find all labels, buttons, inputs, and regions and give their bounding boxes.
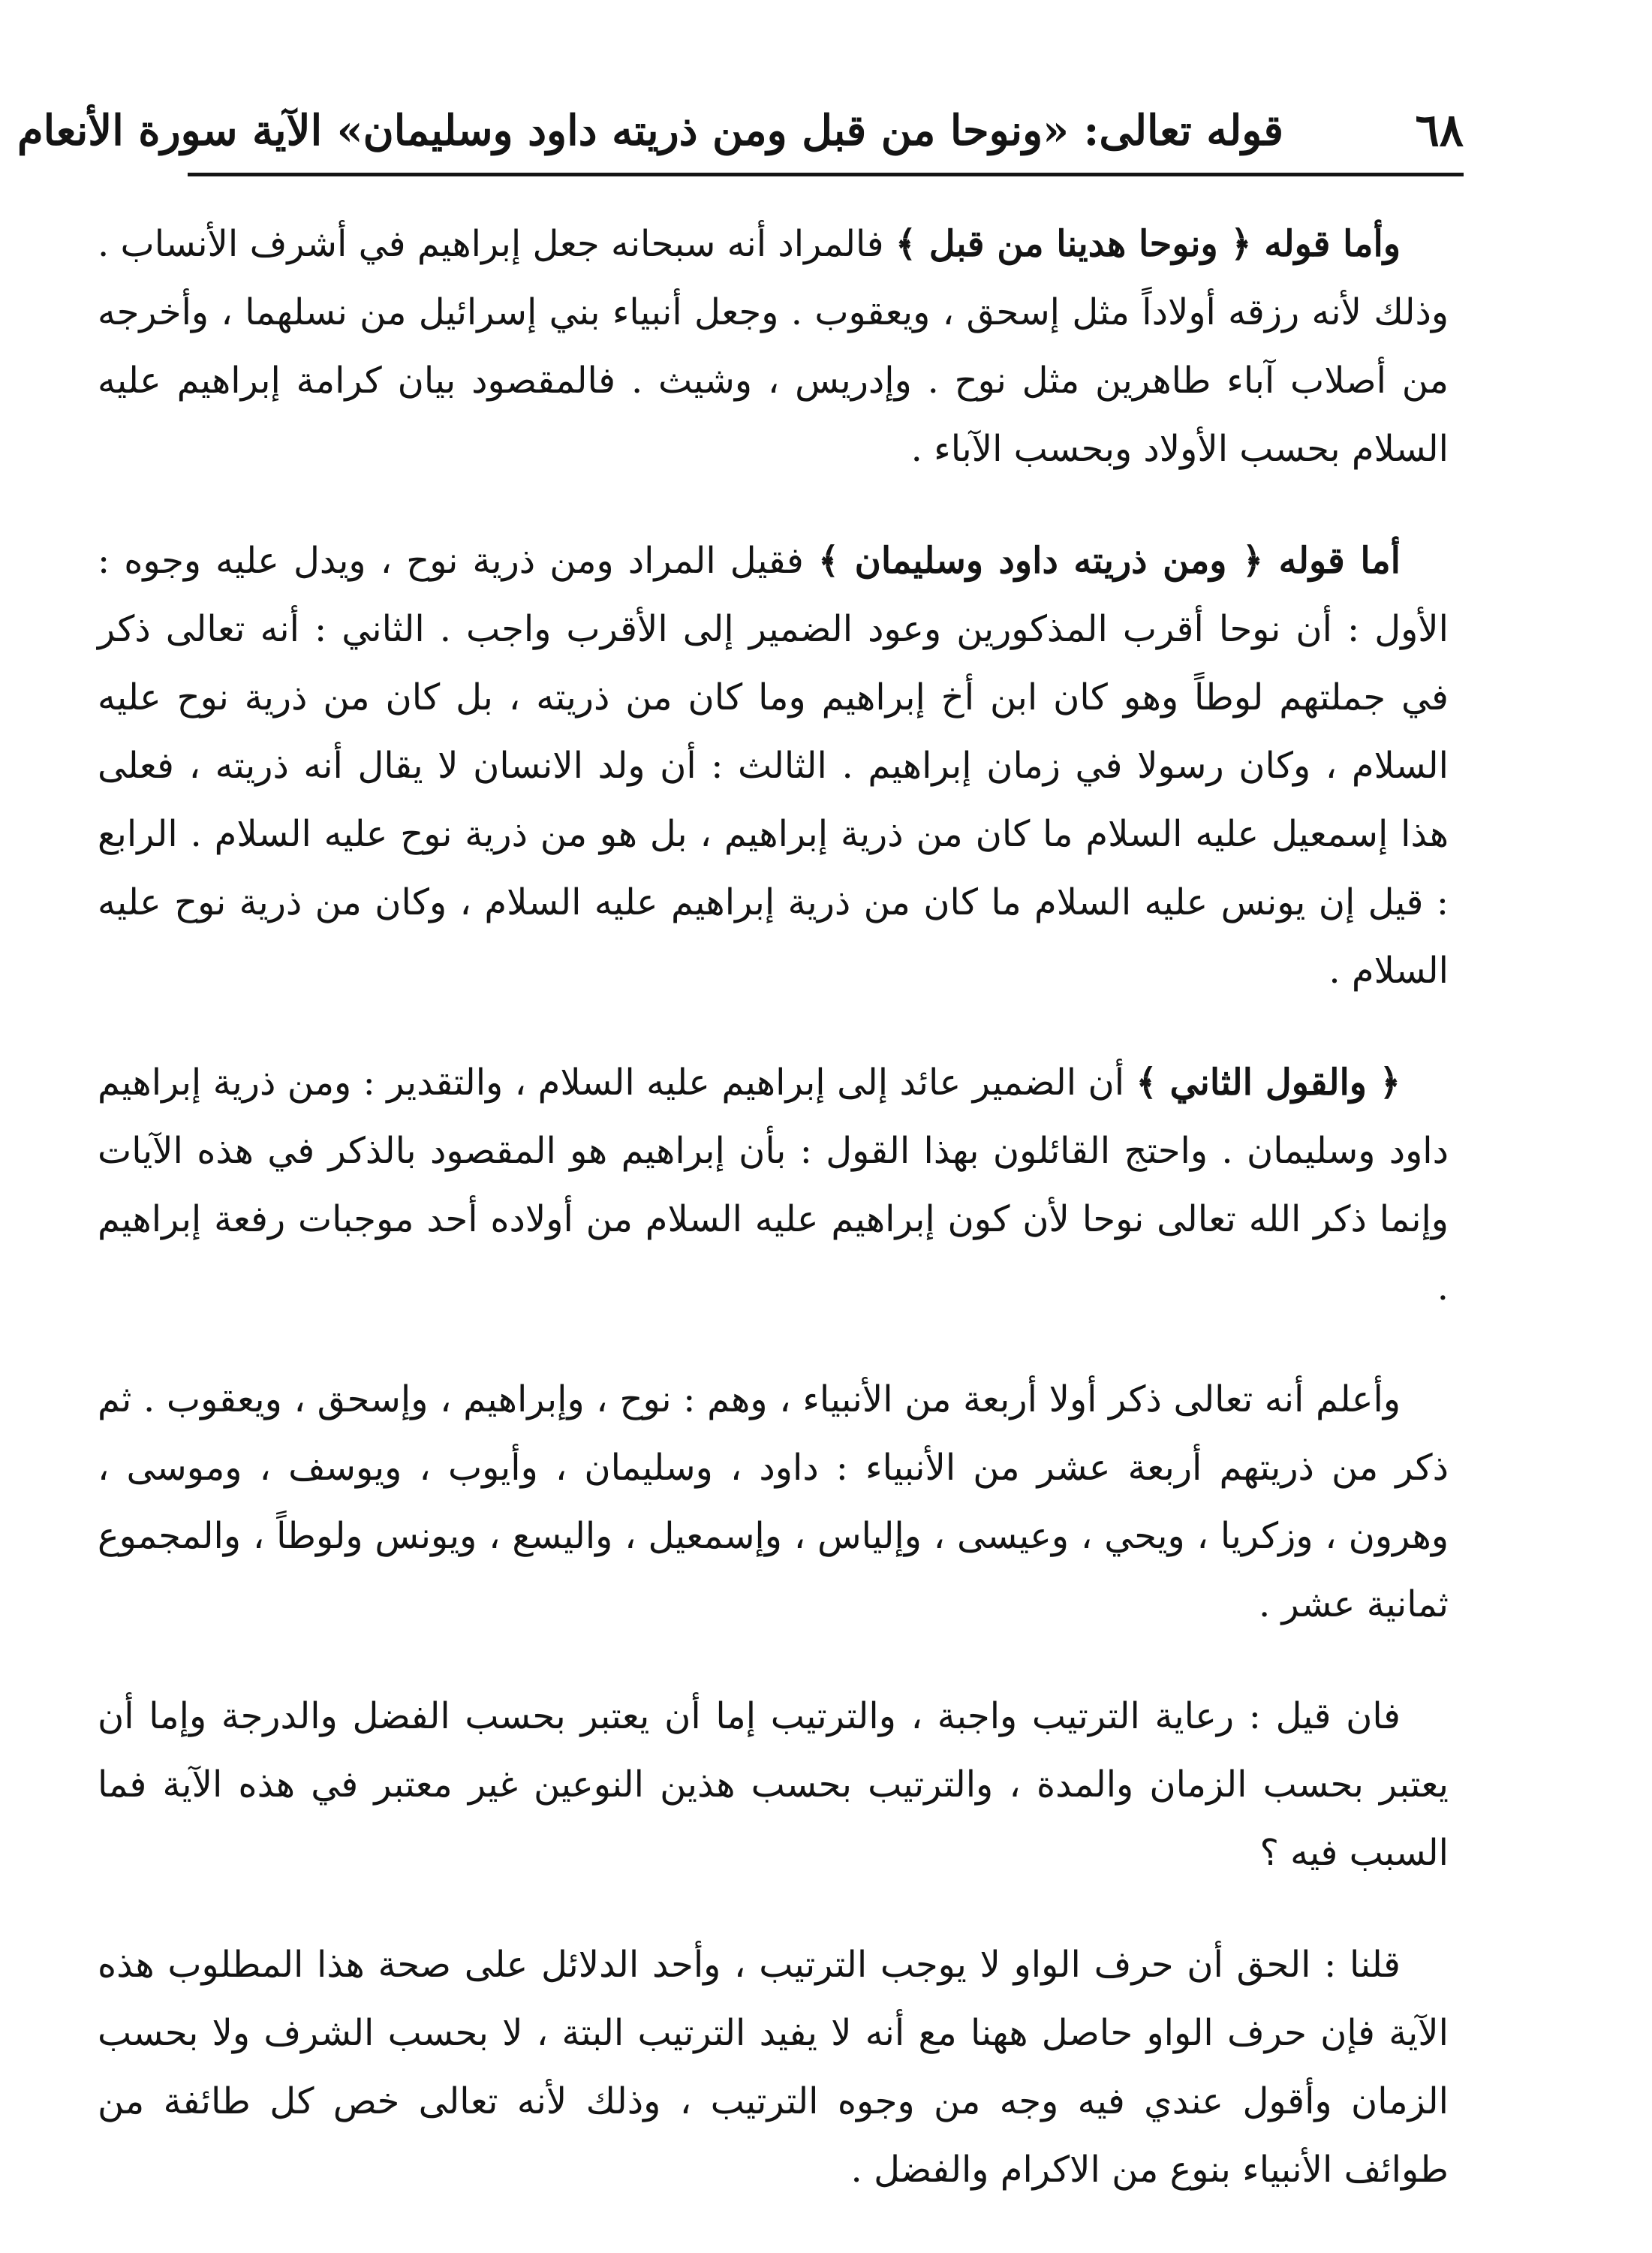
- page-header: [17, 90, 1464, 180]
- paragraph-2-text: فقيل المراد ومن ذرية نوح ، ويدل عليه وجوه : الأول : أن نوحا أقرب المذكورين وعود الضمير إلى الأقرب واجب . الثاني : أنه تعالى ذكر في جملتهم لوطاً وهو كان ابن أخ إبراهيم وما كان من ذريته ، بل كان من ذرية نوح عليه السلام ، وكان رسولا في زمان إبراهيم . الثالث : أن ولد الانسان لا يقال أنه ذريته ، فعلى هذا إسمعيل عليه السلام ما كان من ذرية إبراهيم ، بل هو من ذرية نوح عليه السلام . الرابع : قيل إن يونس عليه السلام ما كان من ذرية إبراهيم عليه السلام ، وكان من ذرية نوح عليه السلام .: [98, 540, 1449, 992]
- paragraph-5-text: فان قيل : رعاية الترتيب واجبة ، والترتيب إما أن يعتبر بحسب الفضل والدرجة وإما أن يعتبر بحسب الزمان والمدة ، والترتيب بحسب هذين النوعين غير معتبر في هذه الآية فما السبب فيه ؟: [98, 1695, 1449, 1874]
- paragraph-3: [98, 1049, 1449, 1322]
- paragraph-2: [98, 527, 1449, 1005]
- paragraph-1: [98, 210, 1449, 483]
- page-body: [98, 210, 1449, 2204]
- paragraph-3-text: أن الضمير عائد إلى إبراهيم عليه السلام ، والتقدير : ومن ذرية إبراهيم داود وسليمان . واحتج القائلون بهذا القول : بأن إبراهيم هو المقصود بالذكر في هذه الآيات وإنما ذكر الله تعالى نوحا لأن كون إبراهيم عليه السلام من أولاده أحد موجبات رفعة إبراهيم .: [98, 1062, 1449, 1309]
- paragraph-3-lead: ﴿ والقول الثاني ﴾: [1136, 1062, 1401, 1104]
- paragraph-6-text: قلنا : الحق أن حرف الواو لا يوجب الترتيب ، وأحد الدلائل على صحة هذا المطلوب هذه الآية فإن حرف الواو حاصل ههنا مع أنه لا يفيد الترتيب البتة ، لا بحسب الشرف ولا بحسب الزمان وأقول عندي فيه وجه من وجوه الترتيب ، وذلك لأنه تعالى خص كل طائفة من طوائف الأنبياء بنوع من الاكرام والفضل .: [98, 1944, 1449, 2191]
- page-number: ٦٨: [1415, 104, 1464, 157]
- paragraph-4: [98, 1366, 1449, 1639]
- running-title: قوله تعالى: «ونوحا من قبل ومن ذريته داود وسليمان» الآية سورة الأنعام: [17, 106, 1283, 155]
- paragraph-4-text: وأعلم أنه تعالى ذكر أولا أربعة من الأنبياء ، وهم : نوح ، وإبراهيم ، وإسحق ، ويعقوب . ثم ذكر من ذريتهم أربعة عشر من الأنبياء : داود ، وسليمان ، وأيوب ، ويوسف ، وموسى ، وهرون ، وزكريا ، ويحي ، وعيسى ، وإلياس ، وإسمعيل ، واليسع ، ويونس ولوطاً ، والمجموع ثمانية عشر .: [98, 1378, 1449, 1625]
- header-rule: [188, 173, 1464, 176]
- paragraph-1-text: فالمراد أنه سبحانه جعل إبراهيم في أشرف الأنساب . وذلك لأنه رزقه أولاداً مثل إسحق ، ويعقوب . وجعل أنبياء بني إسرائيل من نسلهما ، وأخرجه من أصلاب آباء طاهرين مثل نوح . وإدريس ، وشيث . فالمقصود بيان كرامة إبراهيم عليه السلام بحسب الأولاد وبحسب الآباء .: [98, 223, 1449, 470]
- paragraph-2-lead: أما قوله ﴿ ومن ذريته داود وسليمان ﴾: [817, 540, 1401, 582]
- paragraph-1-lead: وأما قوله ﴿ ونوحا هدينا من قبل ﴾: [895, 223, 1401, 265]
- paragraph-5: [98, 1682, 1449, 1887]
- paragraph-6: [98, 1931, 1449, 2204]
